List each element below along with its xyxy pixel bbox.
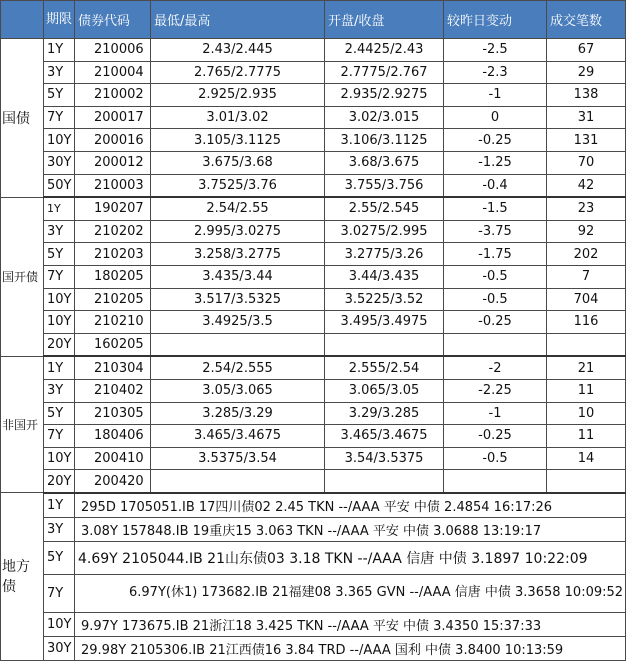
- change-cell: -0.25: [444, 425, 547, 448]
- term-cell: 7Y: [44, 574, 75, 612]
- open-close-cell: 3.44/3.435: [325, 265, 444, 288]
- term-cell: 30Y: [44, 636, 75, 660]
- code-cell: 180406: [75, 425, 151, 448]
- count-cell: 10: [547, 402, 626, 425]
- table-row: [1, 541, 626, 574]
- low-high-cell: 3.05/3.065: [151, 379, 325, 402]
- table-row: [1, 333, 626, 356]
- table-row: [1, 84, 626, 107]
- open-close-cell: 3.29/3.285: [325, 402, 444, 425]
- open-close-cell: 2.935/2.9275: [325, 84, 444, 107]
- count-cell: 11: [547, 425, 626, 448]
- term-cell: 7Y: [44, 425, 75, 448]
- term-cell: 5Y: [44, 84, 75, 107]
- low-high-cell: [151, 470, 325, 493]
- header-low-high: 最低/最高: [151, 1, 325, 39]
- open-close-cell: 2.555/2.54: [325, 356, 444, 379]
- table-row: [1, 356, 626, 379]
- term-cell: 20Y: [44, 470, 75, 493]
- count-cell: 42: [547, 174, 626, 197]
- table-row: [1, 288, 626, 311]
- low-high-cell: 3.105/3.1125: [151, 129, 325, 152]
- low-high-cell: 3.285/3.29: [151, 402, 325, 425]
- local-bond-quote: 6.97Y(休1) 173682.IB 21福建08 3.365 GVN --/AAA 信唐 中债 3.3658 10:09:52: [75, 574, 626, 612]
- local-bond-quote: 3.08Y 157848.IB 19重庆15 3.063 TKN --/AAA 平安 中债 3.0688 13:19:17: [75, 517, 626, 541]
- count-cell: 31: [547, 106, 626, 129]
- low-high-cell: 3.5375/3.54: [151, 447, 325, 470]
- open-close-cell: [325, 470, 444, 493]
- count-cell: 131: [547, 129, 626, 152]
- term-cell: 1Y: [44, 356, 75, 379]
- table-row: [1, 220, 626, 243]
- table-row: [1, 379, 626, 402]
- table-row: [1, 493, 626, 518]
- code-cell: 210402: [75, 379, 151, 402]
- group-label-guokai: 国开债: [1, 197, 44, 356]
- count-cell: 67: [547, 39, 626, 62]
- change-cell: -2: [444, 356, 547, 379]
- code-cell: 210203: [75, 243, 151, 266]
- term-cell: 5Y: [44, 541, 75, 574]
- open-close-cell: 3.495/3.4975: [325, 311, 444, 334]
- code-cell: 190207: [75, 197, 151, 220]
- count-cell: 704: [547, 288, 626, 311]
- term-cell: 10Y: [44, 311, 75, 334]
- table-row: [1, 265, 626, 288]
- term-cell: 1Y: [44, 493, 75, 518]
- table-row: [1, 425, 626, 448]
- header-code: 债券代码: [75, 1, 151, 39]
- count-cell: 23: [547, 197, 626, 220]
- table-row: [1, 174, 626, 197]
- open-close-cell: 3.065/3.05: [325, 379, 444, 402]
- open-close-cell: 3.68/3.675: [325, 151, 444, 174]
- change-cell: -2.3: [444, 61, 547, 84]
- open-close-cell: 2.55/2.545: [325, 197, 444, 220]
- term-cell: 7Y: [44, 106, 75, 129]
- count-cell: 11: [547, 379, 626, 402]
- open-close-cell: 3.755/3.756: [325, 174, 444, 197]
- open-close-cell: 3.0275/2.995: [325, 220, 444, 243]
- change-cell: -1: [444, 84, 547, 107]
- table-row: [1, 470, 626, 493]
- count-cell: [547, 470, 626, 493]
- low-high-cell: 2.54/2.55: [151, 197, 325, 220]
- term-cell: 7Y: [44, 265, 75, 288]
- term-cell: 3Y: [44, 61, 75, 84]
- term-cell: 10Y: [44, 447, 75, 470]
- open-close-cell: [325, 333, 444, 356]
- term-cell: 10Y: [44, 612, 75, 636]
- header-count: 成交笔数: [547, 1, 626, 39]
- change-cell: -0.5: [444, 265, 547, 288]
- open-close-cell: 3.54/3.5375: [325, 447, 444, 470]
- table-row: [1, 311, 626, 334]
- header-term: 期限: [44, 1, 75, 39]
- term-cell: 1Y: [44, 197, 75, 220]
- term-cell: 30Y: [44, 151, 75, 174]
- low-high-cell: 2.925/2.935: [151, 84, 325, 107]
- table-row: [1, 447, 626, 470]
- code-cell: 200420: [75, 470, 151, 493]
- code-cell: 200410: [75, 447, 151, 470]
- local-bond-quote: 4.69Y 2105044.IB 21山东债03 3.18 TKN --/AAA 信唐 中债 3.1897 10:22:09: [75, 541, 626, 574]
- header-corner: [1, 1, 44, 39]
- code-cell: 210205: [75, 288, 151, 311]
- table-row: [1, 106, 626, 129]
- change-cell: -0.5: [444, 447, 547, 470]
- count-cell: 29: [547, 61, 626, 84]
- low-high-cell: 3.01/3.02: [151, 106, 325, 129]
- group-label-feiguokai: 非国开: [1, 356, 44, 493]
- code-cell: 200016: [75, 129, 151, 152]
- table-row: [1, 612, 626, 636]
- count-cell: [547, 333, 626, 356]
- change-cell: [444, 333, 547, 356]
- table-row: [1, 636, 626, 660]
- table-row: [1, 39, 626, 62]
- open-close-cell: 3.5225/3.52: [325, 288, 444, 311]
- local-bond-quote: 295D 1705051.IB 17四川债02 2.45 TKN --/AAA 平安 中债 2.4854 16:17:26: [75, 493, 626, 518]
- table-row: [1, 129, 626, 152]
- code-cell: 210002: [75, 84, 151, 107]
- term-cell: 10Y: [44, 288, 75, 311]
- low-high-cell: 2.54/2.555: [151, 356, 325, 379]
- count-cell: 70: [547, 151, 626, 174]
- code-cell: 210305: [75, 402, 151, 425]
- term-cell: 5Y: [44, 402, 75, 425]
- low-high-cell: 3.258/3.2775: [151, 243, 325, 266]
- low-high-cell: 2.765/2.7775: [151, 61, 325, 84]
- open-close-cell: 2.7775/2.767: [325, 61, 444, 84]
- low-high-cell: [151, 333, 325, 356]
- code-cell: 210304: [75, 356, 151, 379]
- open-close-cell: 3.465/3.4675: [325, 425, 444, 448]
- count-cell: 7: [547, 265, 626, 288]
- code-cell: 210003: [75, 174, 151, 197]
- count-cell: 202: [547, 243, 626, 266]
- change-cell: 0: [444, 106, 547, 129]
- count-cell: 21: [547, 356, 626, 379]
- code-cell: 200012: [75, 151, 151, 174]
- group-label-guozhai: 国债: [1, 39, 44, 198]
- low-high-cell: 3.4925/3.5: [151, 311, 325, 334]
- local-bond-quote: 9.97Y 173675.IB 21浙江18 3.425 TKN --/AAA 平安 中债 3.4350 15:37:33: [75, 612, 626, 636]
- table-row: [1, 402, 626, 425]
- change-cell: -0.25: [444, 311, 547, 334]
- open-close-cell: 2.4425/2.43: [325, 39, 444, 62]
- code-cell: 210006: [75, 39, 151, 62]
- local-bond-quote: 29.98Y 2105306.IB 21江西债16 3.84 TRD --/AAA 国利 中债 3.8400 10:13:59: [75, 636, 626, 660]
- change-cell: -3.75: [444, 220, 547, 243]
- low-high-cell: 2.995/3.0275: [151, 220, 325, 243]
- low-high-cell: 3.7525/3.76: [151, 174, 325, 197]
- code-cell: 210210: [75, 311, 151, 334]
- code-cell: 160205: [75, 333, 151, 356]
- change-cell: -0.5: [444, 288, 547, 311]
- count-cell: 138: [547, 84, 626, 107]
- change-cell: -0.4: [444, 174, 547, 197]
- open-close-cell: 3.2775/3.26: [325, 243, 444, 266]
- count-cell: 14: [547, 447, 626, 470]
- low-high-cell: 3.675/3.68: [151, 151, 325, 174]
- open-close-cell: 3.106/3.1125: [325, 129, 444, 152]
- low-high-cell: 2.43/2.445: [151, 39, 325, 62]
- table-row: [1, 243, 626, 266]
- group-label-difangzhai: 地方债: [1, 493, 44, 661]
- term-cell: 5Y: [44, 243, 75, 266]
- count-cell: 92: [547, 220, 626, 243]
- change-cell: -1.75: [444, 243, 547, 266]
- table-row: [1, 517, 626, 541]
- table-row: [1, 574, 626, 612]
- code-cell: 200017: [75, 106, 151, 129]
- term-cell: 50Y: [44, 174, 75, 197]
- open-close-cell: 3.02/3.015: [325, 106, 444, 129]
- table-row: [1, 61, 626, 84]
- header-open-close: 开盘/收盘: [325, 1, 444, 39]
- table-row: [1, 197, 626, 220]
- low-high-cell: 3.517/3.5325: [151, 288, 325, 311]
- change-cell: -1.5: [444, 197, 547, 220]
- term-cell: 10Y: [44, 129, 75, 152]
- term-cell: 3Y: [44, 379, 75, 402]
- change-cell: -2.25: [444, 379, 547, 402]
- low-high-cell: 3.465/3.4675: [151, 425, 325, 448]
- code-cell: 180205: [75, 265, 151, 288]
- header-change: 较昨日变动: [444, 1, 547, 39]
- code-cell: 210004: [75, 61, 151, 84]
- code-cell: 210202: [75, 220, 151, 243]
- low-high-cell: 3.435/3.44: [151, 265, 325, 288]
- change-cell: -1.25: [444, 151, 547, 174]
- term-cell: 1Y: [44, 39, 75, 62]
- term-cell: 3Y: [44, 220, 75, 243]
- change-cell: [444, 470, 547, 493]
- change-cell: -2.5: [444, 39, 547, 62]
- header-row: [1, 1, 626, 39]
- change-cell: -1: [444, 402, 547, 425]
- count-cell: 116: [547, 311, 626, 334]
- table-row: [1, 151, 626, 174]
- term-cell: 20Y: [44, 333, 75, 356]
- term-cell: 3Y: [44, 517, 75, 541]
- change-cell: -0.25: [444, 129, 547, 152]
